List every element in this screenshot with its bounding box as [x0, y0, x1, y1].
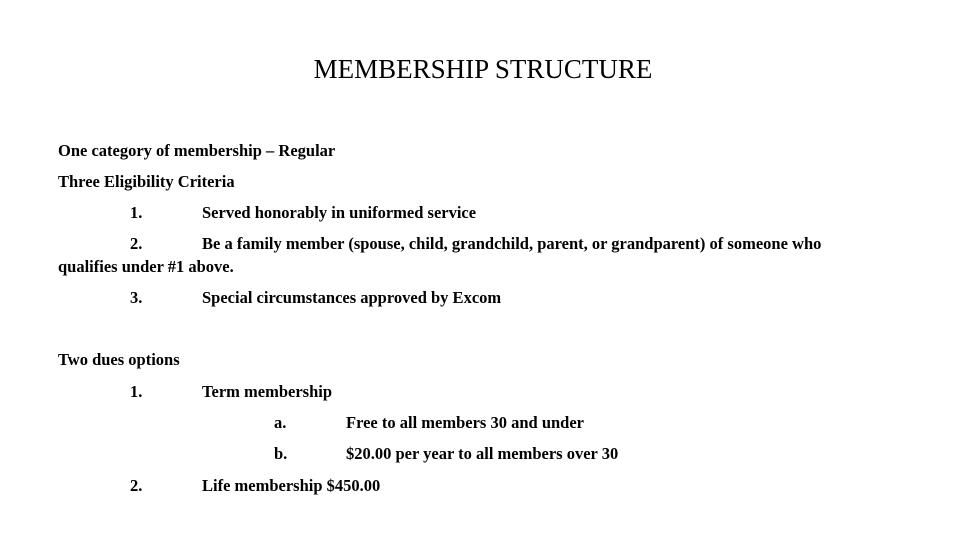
dues-item-text: Life membership $450.00	[202, 476, 381, 495]
eligibility-item-text: Special circumstances approved by Excom	[202, 288, 502, 307]
membership-category: One category of membership – Regular	[58, 141, 336, 160]
eligibility-item-continuation: qualifies under #1 above.	[58, 257, 234, 276]
dues-item-text: Term membership	[202, 382, 333, 401]
page-title: MEMBERSHIP STRUCTURE	[313, 54, 653, 84]
dues-subitem-text: $20.00 per year to all members over 30	[346, 444, 619, 463]
dues-subitem-letter: b.	[274, 444, 288, 463]
dues-subitem-letter: a.	[274, 413, 287, 432]
eligibility-item-number: 1.	[130, 203, 143, 222]
eligibility-item-text: Served honorably in uniformed service	[202, 203, 477, 222]
dues-heading: Two dues options	[58, 350, 180, 369]
eligibility-item-number: 3.	[130, 288, 143, 307]
eligibility-item-text: Be a family member (spouse, child, grandchild, parent, or grandparent) of someone who	[202, 234, 822, 253]
dues-item-number: 1.	[130, 382, 143, 401]
dues-subitem-text: Free to all members 30 and under	[346, 413, 585, 432]
dues-item-number: 2.	[130, 476, 143, 495]
eligibility-item-number: 2.	[130, 234, 143, 253]
eligibility-heading: Three Eligibility Criteria	[58, 172, 235, 191]
